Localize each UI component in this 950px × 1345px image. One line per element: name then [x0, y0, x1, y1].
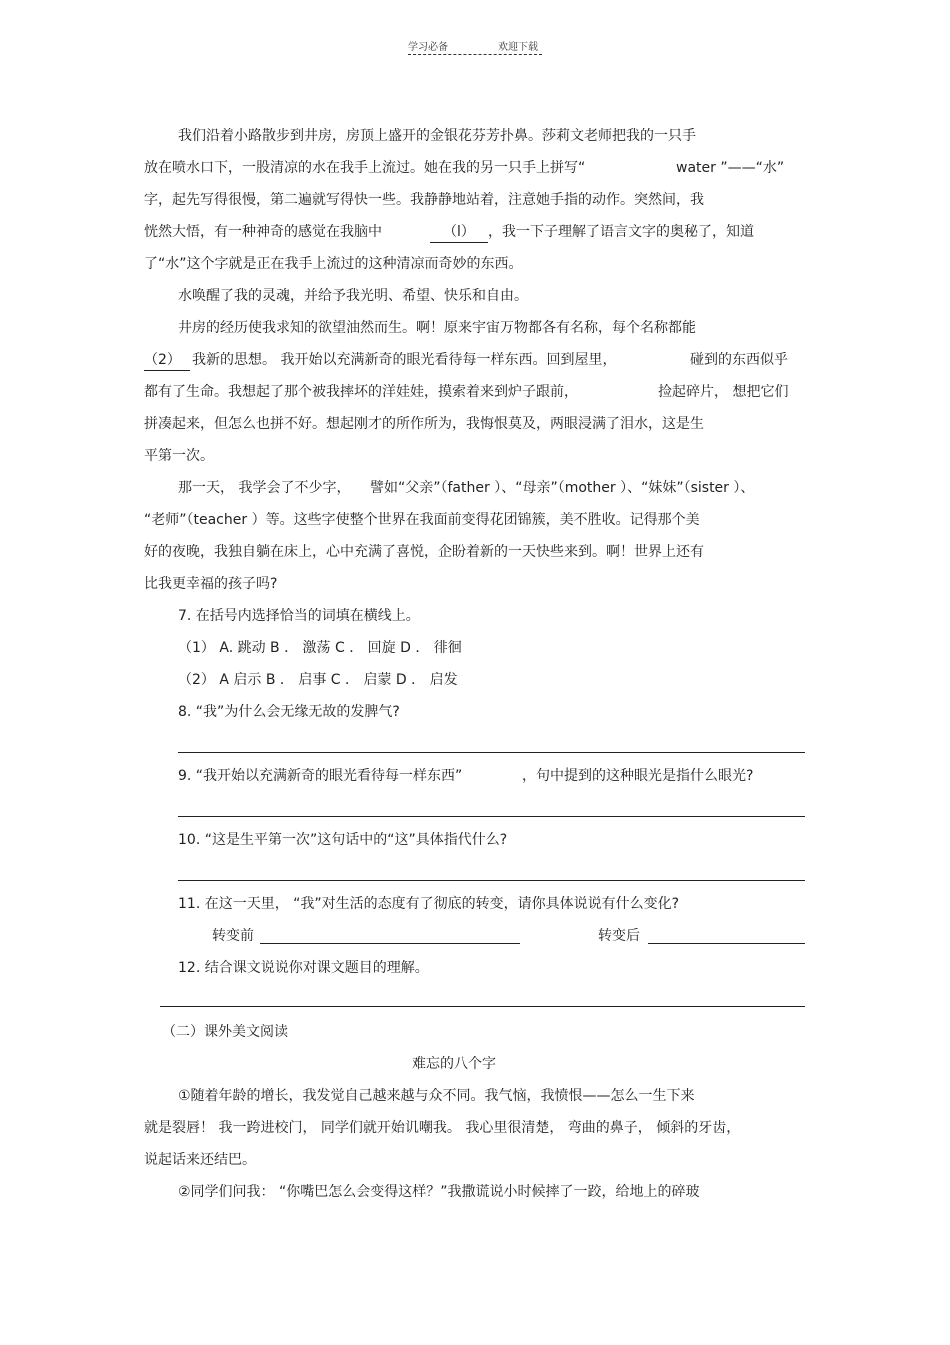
answer-line[interactable]	[178, 880, 805, 881]
question-10: 10. “这是生平第一次”这句话中的“这”具体指代什么?	[178, 832, 508, 848]
passage-line: 平第一次。	[144, 448, 214, 464]
fill-blank-1: （l） ，我一下子理解了语言文字的奥秘了，知道	[430, 222, 754, 243]
answer-line[interactable]	[178, 752, 805, 753]
passage-line: 恍然大悟，有一种神奇的感觉在我脑中	[144, 224, 382, 240]
article-line: ①随着年龄的增长，我发觉自己越来越与众不同。我气恼，我愤恨——怎么一生下来	[178, 1088, 695, 1104]
passage-line: 比我更幸福的孩子吗?	[144, 576, 278, 592]
question-7: 7. 在括号内选择恰当的词填在横线上。	[178, 608, 420, 624]
passage-line: 水唤醒了我的灵魂，并给予我光明、希望、快乐和自由。	[178, 288, 528, 304]
header-divider	[408, 54, 542, 55]
passage-text: 放在喷水口下，一股清凉的水在我手上流过。她在我的另一只手上拼写“	[144, 160, 586, 176]
question-8: 8. “我”为什么会无缘无故的发脾气?	[178, 704, 400, 720]
article-line: 说起话来还结巴。	[144, 1152, 256, 1168]
header-right-text: 欢迎下载	[498, 42, 538, 53]
article-line: ②同学们问我： “你嘴巴怎么会变得这样？”我撒谎说小时候摔了一跤，给地上的碎玻	[178, 1184, 700, 1200]
after-label: 转变后	[598, 928, 640, 944]
before-answer-line[interactable]	[260, 943, 520, 944]
passage-text: 捡起碎片， 想把它们	[658, 384, 789, 400]
article-line: 就是裂唇！ 我一跨进校门， 同学们就开始讥嘲我。 我心里很清楚， 弯曲的鼻子， 倾斜的牙齿，	[144, 1120, 741, 1136]
question-9-tail: ，句中提到的这种眼光是指什么眼光?	[522, 768, 754, 784]
passage-line: 那一天， 我学会了不少字，	[178, 480, 351, 496]
question-11: 11. 在这一天里， “我”对生活的态度有了彻底的转变，请你具体说说有什么变化?	[178, 896, 680, 912]
passage-line: “老师”（teacher ）等。这些字使整个世界在我面前变得花团锦簇，美不胜收。记得那个美	[144, 512, 700, 528]
passage-line: 好的夜晚，我独自躺在床上，心中充满了喜悦，企盼着新的一天快些来到。啊！世界上还有	[144, 544, 704, 560]
passage-text: 譬如“父亲”（father ）、“母亲”（mother ）、“妹妹”（sister ）、	[370, 480, 755, 496]
question-12: 12. 结合课文说说你对课文题目的理解。	[178, 960, 429, 976]
article-title: 难忘的八个字	[412, 1056, 496, 1072]
question-9: 9. “我开始以充满新奇的眼光看待每一样东西”	[178, 768, 463, 784]
passage-text: water ”——“水”	[676, 160, 785, 176]
header-left-text: 学习必备	[408, 42, 448, 53]
question-7-option-1: （1） A. 跳动 B ． 激荡 C ． 回旋 D ． 徘徊	[178, 640, 462, 656]
passage-line: 我们沿着小路散步到井房，房顶上盛开的金银花芬芳扑鼻。莎莉文老师把我的一只手	[178, 128, 696, 144]
passage-line	[144, 158, 585, 178]
passage-line: 了“水”这个字就是正在我手上流过的这种清凉而奇妙的东西。	[144, 256, 523, 272]
passage-line: 都有了生命。我想起了那个被我摔坏的洋娃娃，摸索着来到炉子跟前，	[144, 384, 578, 400]
fill-blank-2: （2）	[144, 350, 190, 371]
section-heading: （二）课外美文阅读	[162, 1024, 288, 1040]
after-answer-line[interactable]	[648, 943, 805, 944]
passage-text: 碰到的东西似乎	[690, 352, 788, 368]
answer-line[interactable]	[160, 1006, 805, 1007]
passage-text: 我新的思想。 我开始以充满新奇的眼光看待每一样东西。回到屋里，	[192, 352, 617, 368]
passage-line: 拼凑起来，但怎么也拼不好。想起刚才的所作所为，我悔恨莫及，两眼浸满了泪水，这是生	[144, 416, 704, 432]
before-label: 转变前	[212, 928, 254, 944]
passage-line: 井房的经历使我求知的欲望油然而生。啊！原来宇宙万物都各有名称，每个名称都能	[178, 320, 696, 336]
question-7-option-2: （2） A 启示 B ． 启事 C ． 启蒙 D ． 启发	[178, 672, 458, 688]
passage-line: 字，起先写得很慢，第二遍就写得快一些。我静静地站着，注意她手指的动作。突然间，我	[144, 192, 704, 208]
answer-line[interactable]	[178, 816, 805, 817]
